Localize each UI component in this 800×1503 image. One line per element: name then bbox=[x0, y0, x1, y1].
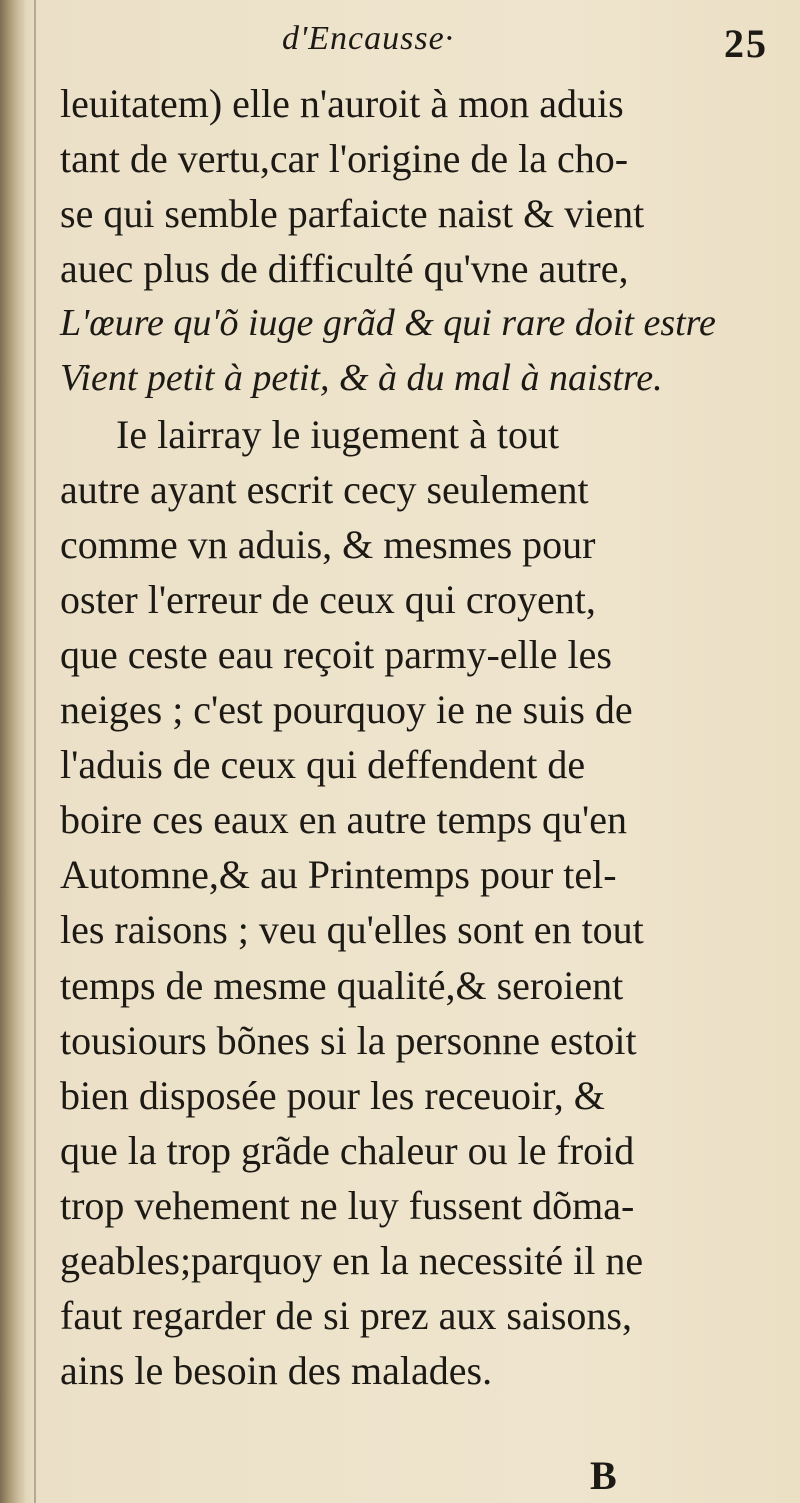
text-line: tousiours bõnes si la personne estoit bbox=[60, 1017, 637, 1063]
running-head: d'Encausse· bbox=[282, 20, 455, 57]
text-line: ains le besoin des malades. bbox=[60, 1348, 493, 1394]
verse-line: L'œure qu'õ iuge grãd & qui rare doit estre bbox=[60, 302, 716, 345]
verse-line: Vient petit à petit, & à du mal à naistre. bbox=[60, 357, 663, 400]
signature-mark: B bbox=[590, 1453, 617, 1498]
text-line: auec plus de difficulté qu'vne autre, bbox=[60, 246, 629, 292]
text-line: boire ces eaux en autre temps qu'en bbox=[60, 797, 627, 843]
page-header bbox=[0, 18, 800, 74]
text-line: autre ayant escrit cecy seulement bbox=[60, 466, 589, 512]
text-line: que la trop grãde chaleur ou le froid bbox=[60, 1127, 635, 1173]
text-line: trop vehement ne luy fussent dõma- bbox=[60, 1182, 635, 1228]
text-line: geables;parquoy en la necessité il ne bbox=[60, 1237, 644, 1283]
binding-gutter bbox=[0, 0, 26, 1503]
text-line: leuitatem) elle n'auroit à mon aduis bbox=[60, 81, 624, 126]
text-line: les raisons ; veu qu'elles sont en tout bbox=[60, 907, 644, 953]
text-line: faut regarder de si prez aux saisons, bbox=[60, 1293, 632, 1339]
body-text bbox=[60, 76, 790, 1398]
text-line: oster l'erreur de ceux qui croyent, bbox=[60, 576, 596, 622]
paragraph-start-line: Ie lairray le iugement à tout bbox=[116, 411, 560, 457]
text-line: neiges ; c'est pourquoy ie ne suis de bbox=[60, 687, 633, 733]
margin-rule bbox=[34, 0, 36, 1503]
text-line: temps de mesme qualité,& seroient bbox=[60, 962, 624, 1008]
text-line: comme vn aduis, & mesmes pour bbox=[60, 521, 596, 567]
page-number: 25 bbox=[724, 21, 768, 66]
text-line: bien disposée pour les receuoir, & bbox=[60, 1072, 605, 1118]
text-line: se qui semble parfaicte naist & vient bbox=[60, 191, 645, 237]
text-line: l'aduis de ceux qui deffendent de bbox=[60, 742, 586, 788]
text-line: que ceste eau reçoit parmy-elle les bbox=[60, 631, 612, 677]
text-line: Automne,& au Printemps pour tel- bbox=[60, 852, 617, 898]
text-line: tant de vertu,car l'origine de la cho- bbox=[60, 136, 629, 182]
